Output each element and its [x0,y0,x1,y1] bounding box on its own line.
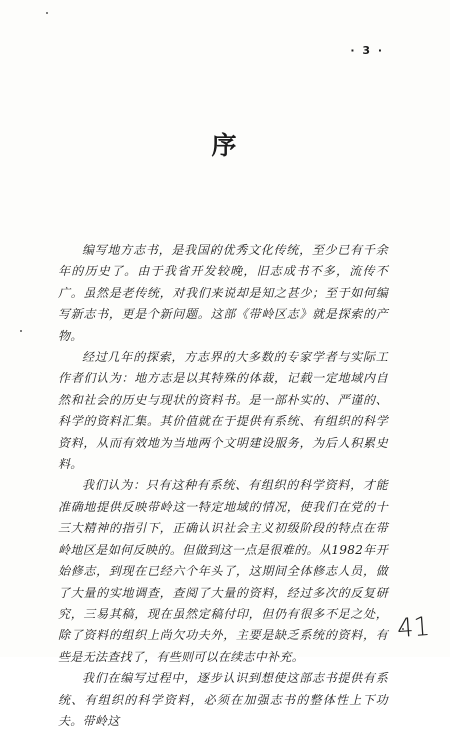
scan-speck [46,12,48,14]
page-number: · 3 · [350,44,384,57]
page-title: 序 [211,131,239,160]
scan-speck [20,330,22,332]
paragraph-4: 我们在编写过程中，逐步认识到想使这部志书提供有系统、有组织的科学资料，必须在加强志书的整体性上下功夫。带岭这 [58,671,388,728]
handwritten-page-mark: 41 [395,611,432,645]
body-text [58,240,388,732]
paragraph-3: 我们认为：只有这种有系统、有组织的科学资料，才能准确地提供反映带岭这一特定地域的情况，使我们在党的十三大精神的指引下，正确认识社会主义初级阶段的特点在带岭地区是如何反映的。但做到这一点是很难的。从1982年开始修志，到现在已经六个年头了，这期间全体修志人员，做了大量的实地调查，查阅了大量的资料，经过多次的反复研究，三易其稿，现在虽然定稿付印，但仍有很多不足之处，除了资料的组织上尚欠功夫外，主要是缺乏系统的资料，有些是无法查找了，有些则可以在续志中补充。 [58,478,388,664]
paragraph-1: 编写地方志书，是我国的优秀文化传统，至少已有千余年的历史了。由于我省开发较晚，旧志成书不多，流传不广。虽然是老传统，对我们来说却是知之甚少；至于如何编写新志书，更是个新问题。这部《带岭区志》就是探索的产物。 [58,243,388,343]
paragraph-2: 经过几年的探索，方志界的大多数的专家学者与实际工作者们认为：地方志是以其特殊的体裁，记载一定地域内自然和社会的历史与现状的资料书。是一部朴实的、严谨的、科学的资料汇集。其价值就在于提供有系统、有组织的科学资料，从而有效地为当地两个文明建设服务，为后人积累史料。 [58,350,388,472]
